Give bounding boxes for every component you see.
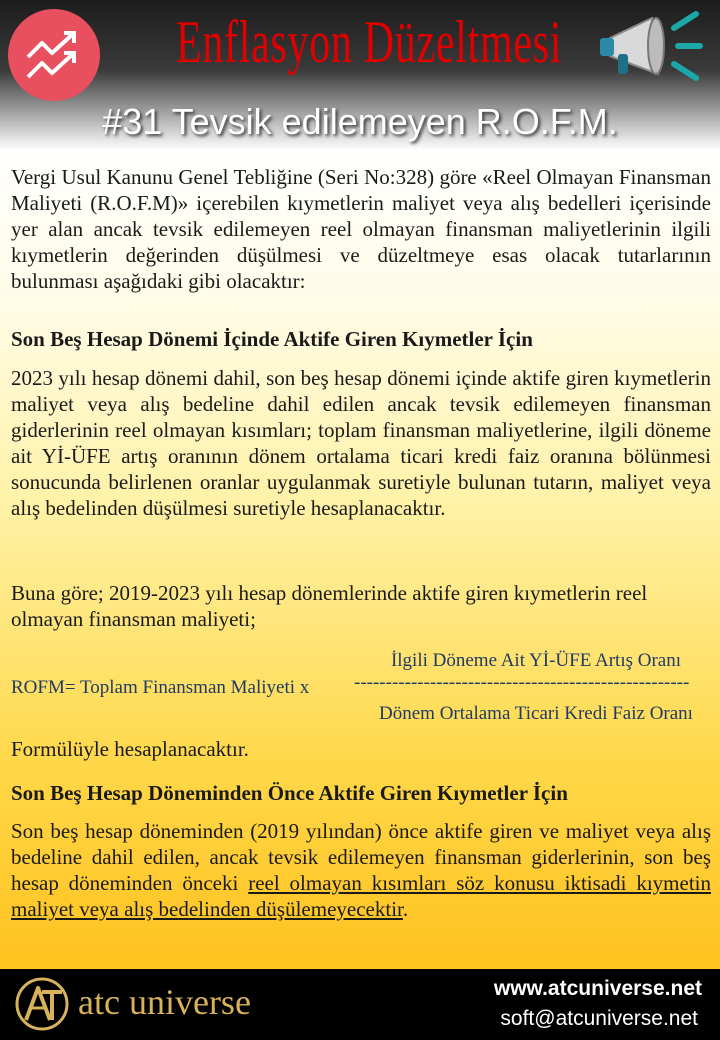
trend-up-arrows-icon	[24, 27, 84, 83]
content-area	[11, 164, 711, 921]
formula-left-side: ROFM= Toplam Finansman Maliyeti x	[11, 677, 310, 698]
megaphone-icon	[596, 10, 706, 90]
earlier-text-underlined: reel olmayan kısımları söz konusu iktisadi kıymetin maliyet veya alış bedelinden düşülemeyecektir	[11, 871, 711, 921]
formula-outro-paragraph: Formülüyle hesaplanacaktır.	[11, 737, 249, 761]
recent-periods-paragraph: 2023 yılı hesap dönemi dahil, son beş hesap dönemi içinde aktife giren kıymetlerin maliyet veya alış bedeline dahil edilen ancak tevsik edilemeyen finansman giderlerinin reel olmayan kısımları; toplam finansman maliyetlerine, ilgili döneme ait Yİ-ÜFE artış oranının dönem ortalama ticari kredi faiz oranına bölünmesi sonucunda belirlenen oranlar uygulanmak suretiyle bulunan tutarın, maliyet veya alış bedelinden düşülmesi suretiyle hesaplanacaktır.	[11, 366, 711, 520]
earlier-text-start: Son beş hesap döneminden (2019 yılından) önce aktife giren ve maliyet veya alış bedeline dahil edilen, ancak tevsik edilemeyen finansman giderlerinin, son beş hesap döneminden önceki	[11, 819, 711, 895]
rofm-formula	[11, 648, 711, 728]
earlier-periods-paragraph	[11, 818, 711, 922]
page-subtitle: #31 Tevsik edilemeyen R.O.F.M.	[102, 101, 618, 142]
intro-paragraph: Vergi Usul Kanunu Genel Tebliğine (Seri No:328) göre «Reel Olmayan Finansman Maliyeti (R.O.F.M)» içerebilen kıymetlerin maliyet veya alış bedelleri içerisinde yer alan ancak tevsik edilemeyen reel olmayan finansman maliyetlerinin ilgili kıymetlerin değerinden düşülmesi ve düzeltmeye esas olacak tutarlarının bulunması aşağıdaki gibi olacaktır:	[11, 165, 711, 293]
formula-intro-paragraph: Buna göre; 2019-2023 yılı hesap dönemlerinde aktife giren kıymetlerin reel olmayan finansman maliyeti;	[11, 581, 648, 631]
section-heading-recent: Son Beş Hesap Dönemi İçinde Aktife Giren Kıymetler İçin	[11, 327, 533, 351]
atc-logo-icon	[12, 976, 72, 1032]
section-heading-earlier: Son Beş Hesap Döneminden Önce Aktife Giren Kıymetler İçin	[11, 781, 568, 805]
email-link[interactable]: soft@atcuniverse.net	[500, 1007, 698, 1030]
formula-numerator: İlgili Döneme Ait Yİ-ÜFE Artış Oranı	[390, 650, 682, 671]
website-link[interactable]: www.atcuniverse.net	[493, 977, 702, 1000]
footer	[0, 969, 720, 1040]
formula-denominator: Dönem Ortalama Ticari Kredi Faiz Oranı	[379, 703, 693, 724]
page-title: Enflasyon Düzeltmesi	[176, 9, 563, 75]
trend-logo	[8, 9, 100, 101]
brand-name: atc universe	[78, 982, 251, 1022]
earlier-text-end: .	[402, 897, 409, 921]
formula-fraction-line: -----------------------------------------------------	[354, 672, 690, 693]
header	[0, 0, 720, 150]
